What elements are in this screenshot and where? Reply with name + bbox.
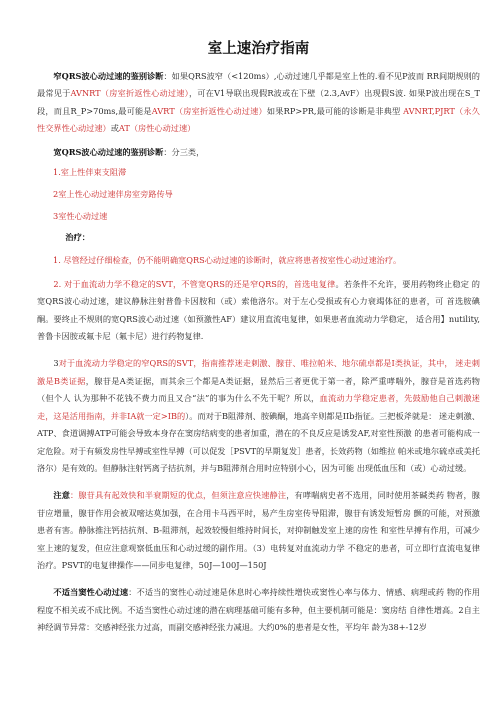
narrow-qrs-red-2: AVRT（房室折返性心动过速）	[151, 105, 267, 116]
treatment-step-3-text-1: ，腺苷是A类证据，而其余三个都是A类证据，显然后三者更优于第一者，除严重哮喘外，腺苷是首选药物（但个人 认为那种不花钱不费力而且又合“法”的事为什么不先干呢？所以，	[37, 375, 480, 404]
wide-qrs-tail: ：分三类，	[163, 146, 205, 157]
narrow-qrs-section	[37, 68, 480, 138]
treatment-step-2-rest: 。若条件不允许，要用药物终止稳定 的宽QRS波心动过速，建议静脉注射普鲁卡因胺和（或）索他洛尔。对于左心受损或有心力衰竭体征的患者，可 首选胺碘酮。要终止不规则的宽QRS波心动过速（如预激性AF）建议用直流电复律，如果患者血流动力学稳定， 适合用】nutility,普鲁卡因胺或氟卡尼（氟卡尼）进行药物复律.	[37, 278, 480, 342]
note-label: 注意	[53, 490, 71, 501]
treatment-step-3-text-2: ）。而对于B阻滞剂、胺碘酮，地高辛则都是IIb指征。三把板斧就是： 迷走刺激、ATP、食道调搏ATP可能会导致本身存在窦房结病变的患者加重，潜在的不良反应是诱发AF,对室性预激 的患者可能构成一定危险。对于有频发房性早搏或室性早搏（可以促发［PSVT的早期复发］患者，长效药物（如维拉 帕米或地尔硫卓或美托洛尔）是有效的。但静脉注射钙离子拮抗剂，并与B阻滞剂合用时应特别小心，因为可能 出现低血压和（或）心动过缓。	[37, 410, 480, 473]
treatment-step-2	[37, 276, 480, 346]
treatment-heading-line	[37, 229, 480, 246]
wide-qrs-heading: 宽QRS波心动过速的鉴别诊断	[53, 146, 164, 157]
inappropriate-sinus-text: ：不适当的窦性心动过速是休息时心率持续性增快或窦性心率与体力、情感、病理或药 物的作用程度不相关或不成比例。不适当窦性心动过速的潜在病理基础可能有多种，但主要机制可能是：窦房结 自律性增高。2自主神经调节异常：交感神经张力过高，而副交感神经张力减退。大约0%的患者是女性，平均年 龄为38+-12岁	[37, 587, 480, 633]
list-item: 1.室上性伴束支阻滞	[53, 167, 127, 178]
list-item: 2室上性心动过速伴房室旁路传导	[53, 189, 173, 200]
page-title: 室上速治疗指南	[207, 40, 310, 57]
note-red: ：腺苷具有起效快和半衰期短的优点，但须注意应快速静注	[70, 490, 287, 501]
narrow-qrs-text-2: ，可在V1导联出现假R波或在下壁（2.3,AvF）出现假S波. 如果P波出现在S_T段，而且R_P>70ms,最可能是	[37, 88, 480, 116]
treatment-step-1: 1. 尽管经过仔细检查，仍不能明确宽QRS心动过速的诊断时，就应将患者按室性心动过速治疗。	[53, 255, 402, 266]
treatment-step-3-red-2: 血流动力学稳定患者，先鼓励他自己刺激迷 走，这是活用指南，并非IA就一定>IB的	[37, 393, 480, 421]
narrow-qrs-heading: 窄QRS波心动过速的鉴别诊断	[53, 71, 164, 81]
treatment-step-2-red: 2. 对于血流动力学不稳定的SVT，不管宽QRS的还是窄QRS的，首选电复律	[53, 278, 336, 289]
narrow-qrs-red-4: AT（房性心动过速）	[118, 123, 196, 134]
wide-qrs-heading-line	[37, 144, 480, 161]
treatment-step-3-red-1: 对于血流动力学稳定的窄QRS的SVT，指南推荐迷走刺激、腺苷、唯拉帕米、地尔硫卓都是I类执证，其中， 迷走刺激是B类证据	[37, 358, 480, 386]
treatment-step-3-num: 3	[53, 358, 59, 369]
wide-qrs-list	[37, 161, 480, 227]
list-item: 3室性心动过速	[53, 211, 108, 222]
inappropriate-sinus-heading: 不适当窦性心动过速	[53, 587, 129, 598]
note-paragraph	[37, 487, 480, 574]
narrow-qrs-red-1: AVNRT（房室折返性心动过速）	[70, 88, 189, 99]
narrow-qrs-text-1: ：如果QRS波窄（<120ms）,心动过速几乎都是室上性的.看不见P波而 RR间期规则的最常见于	[37, 71, 480, 99]
note-rest: ，有哮喘病史者不选用，同时使用茶碱类药 物者，腺苷应增量，腺苷作用会被双嘧达莫加强，在合用卡马西平时，易产生房室传导阻滞，腺苷有诱发短暂房 颤的可能，对预激患者有害。静脉推注钙拮抗剂、B-阻滞剂，起效较慢但维持时间长，对抑制触发室上速的房性 和室性早搏有作用，可减少室上速的复发，但应注意观察低血压和心动过缓的副作用。（3）电转复对血流动力学 不稳定的患者，可立即行直流电复律治疗。PSVT的电复律操作——同步电复律，50J—100J—150J	[37, 490, 480, 570]
treatment-heading: 治疗：	[65, 232, 90, 243]
narrow-qrs-text-3: 如果RP>PR,最可能的诊断是非典型	[266, 105, 404, 116]
narrow-qrs-red-3: AVNRT,PJRT（永久性交界性心动过速）	[37, 105, 480, 134]
treatment-step-3	[37, 355, 480, 477]
inappropriate-sinus-paragraph	[37, 584, 480, 636]
narrow-qrs-text-4: 或	[110, 123, 119, 134]
